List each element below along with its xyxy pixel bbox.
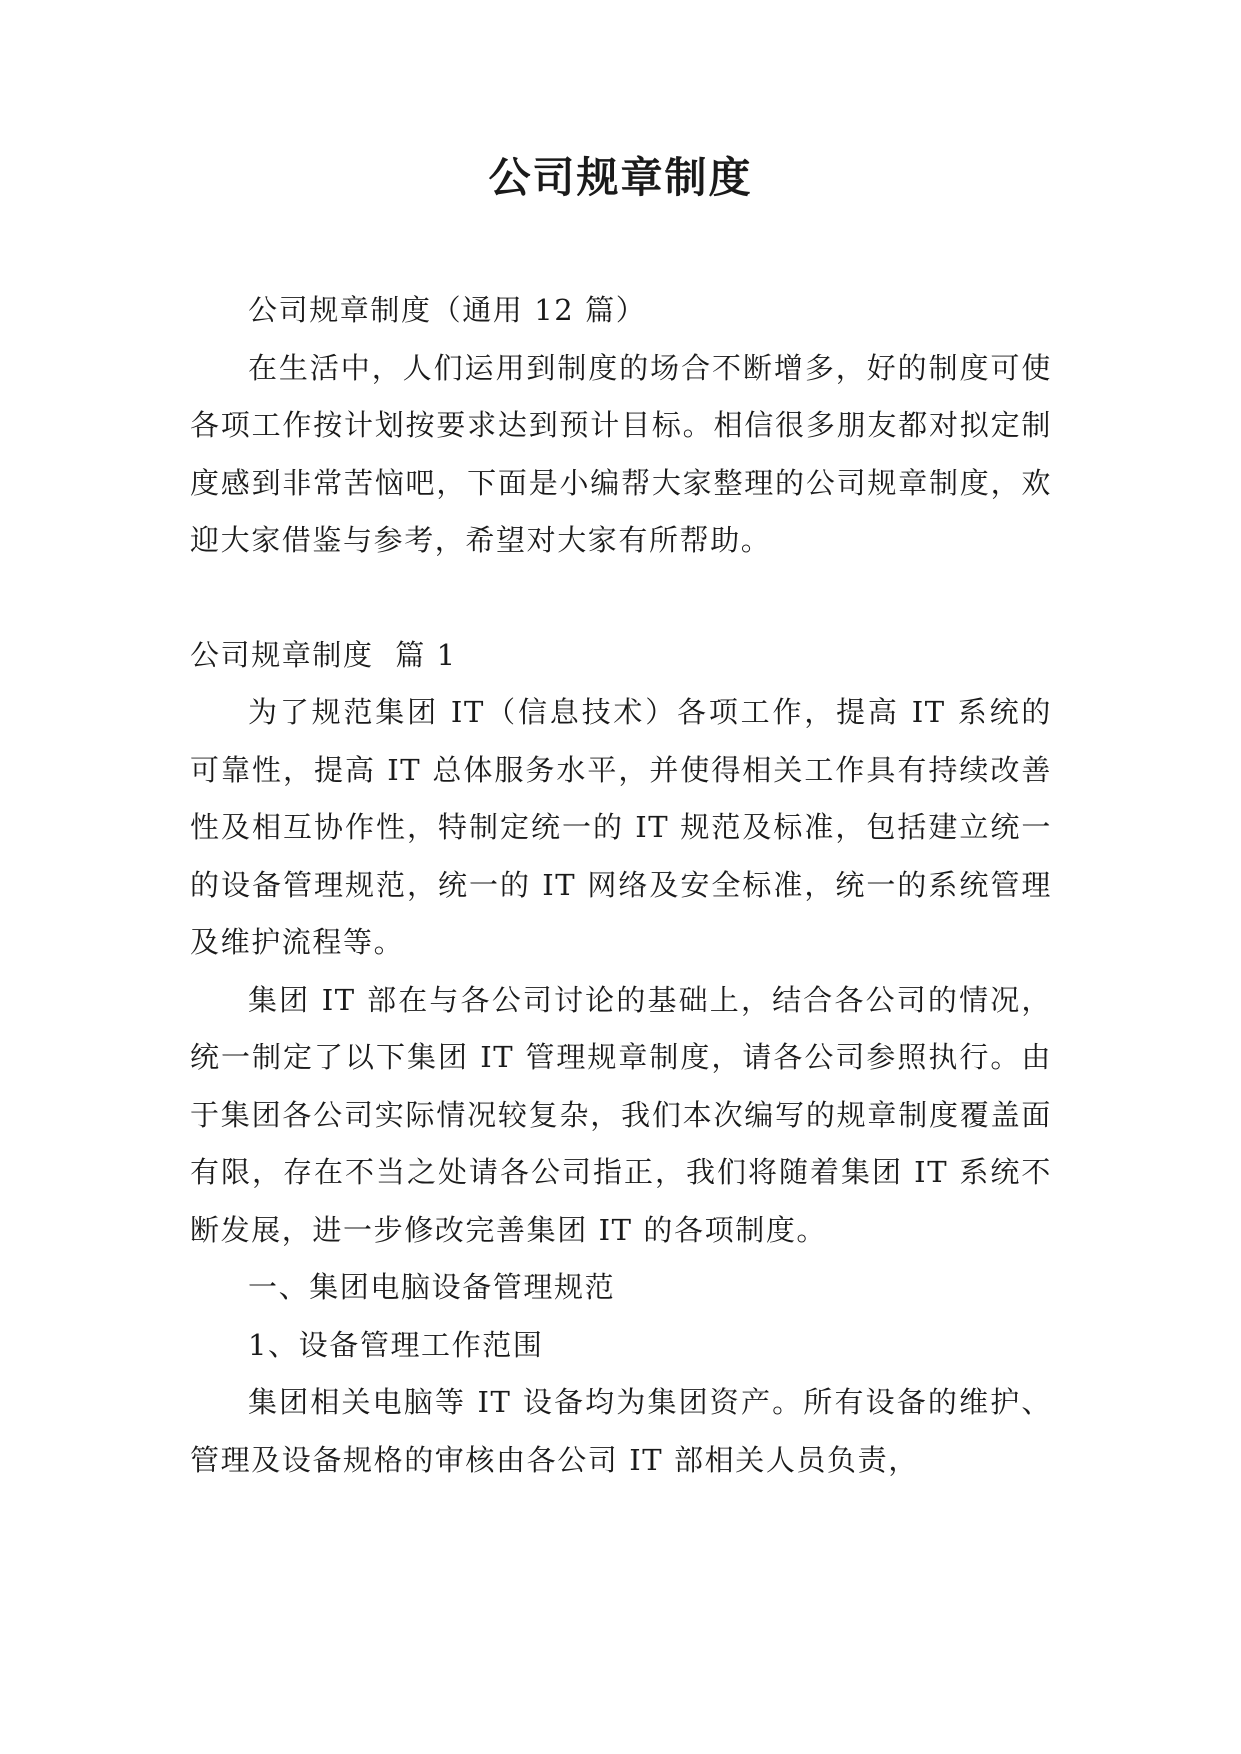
document-subtitle: 公司规章制度（通用 12 篇） — [248, 293, 647, 327]
intro-paragraph: 在生活中，人们运用到制度的场合不断增多，好的制度可使各项工作按计划按要求达到预计目标。相信很多朋友都对拟定制度感到非常苦恼吧，下面是小编帮大家整理的公司规章制度，欢迎大家借鉴与参考，希望对大家有所帮助。 — [190, 350, 1052, 557]
subsection-heading: 一、集团电脑设备管理规范 — [248, 1270, 616, 1304]
document-body — [190, 282, 1052, 1489]
section-heading: 公司规章制度 篇 1 — [190, 637, 457, 672]
body-paragraph: 集团 IT 部在与各公司讨论的基础上，结合各公司的情况，统一制定了以下集团 IT 管理规章制度，请各公司参照执行。由于集团各公司实际情况较复杂，我们本次编写的规章制度覆盖面有限，存在不当之处请各公司指正，我们将随着集团 IT 系统不断发展，进一步修改完善集团 IT 的各项制度。 — [190, 982, 1052, 1247]
numbered-heading: 1、设备管理工作范围 — [248, 1327, 544, 1362]
body-paragraph: 为了规范集团 IT（信息技术）各项工作，提高 IT 系统的可靠性，提高 IT 总体服务水平，并使得相关工作具有持续改善性及相互协作性，特制定统一的 IT 规范及标准，包括建立统一的设备管理规范，统一的 IT 网络及安全标准，统一的系统管理及维护流程等。 — [190, 695, 1052, 959]
document-title: 公司规章制度 — [488, 153, 753, 202]
body-paragraph: 集团相关电脑等 IT 设备均为集团资产。所有设备的维护、管理及设备规格的审核由各公司 IT 部相关人员负责， — [190, 1385, 1052, 1477]
